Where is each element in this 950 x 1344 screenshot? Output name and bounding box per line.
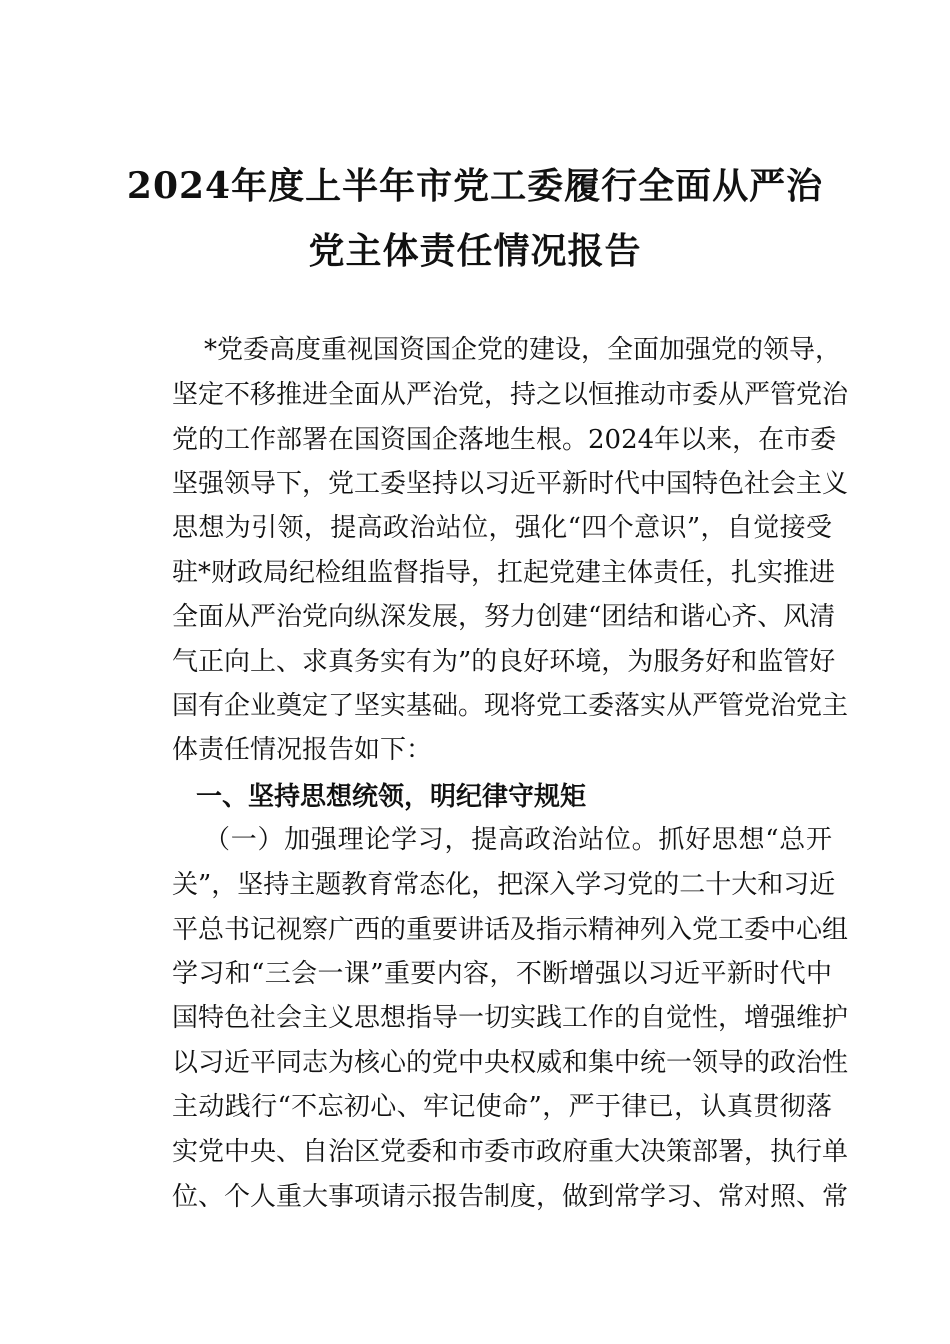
paragraph-line: 坚强领导下，党工委坚持以习近平新时代中国特色社会主义 <box>172 469 849 499</box>
document-title-line-1: 2024年度上半年市党工委履行全面从严治 <box>126 165 824 207</box>
paragraph-line: 坚定不移推进全面从严治党，持之以恒推动市委从严管党治 <box>172 380 849 410</box>
paragraph-line: （一）加强理论学习，提高政治站位。抓好思想“总开 <box>204 825 832 855</box>
paragraph-line: 实党中央、自治区党委和市委市政府重大决策部署，执行单 <box>172 1137 849 1167</box>
paragraph-line: 思想为引领，提高政治站位，强化“四个意识”，自觉接受 <box>172 513 832 543</box>
paragraph-line: 学习和“三会一课”重要内容，不断增强以习近平新时代中 <box>172 959 832 989</box>
section-heading: 一、坚持思想统领，明纪律守规矩 <box>196 782 587 812</box>
paragraph-line: 体责任情况报告如下： <box>172 735 433 765</box>
paragraph-line: 驻*财政局纪检组监督指导，扛起党建主体责任，扎实推进 <box>172 558 836 588</box>
document-title-line-2: 党主体责任情况报告 <box>308 230 642 272</box>
paragraph-line: 平总书记视察广西的重要讲话及指示精神列入党工委中心组 <box>172 915 849 945</box>
paragraph-line: 国特色社会主义思想指导一切实践工作的自觉性，增强维护 <box>172 1003 849 1033</box>
paragraph-line: *党委高度重视国资国企党的建设，全面加强党的领导， <box>204 335 842 365</box>
paragraph-line: 党的工作部署在国资国企落地生根。2024年以来，在市委 <box>172 425 837 455</box>
paragraph-line: 全面从严治党向纵深发展，努力创建“团结和谐心齐、风清 <box>172 602 836 632</box>
paragraph-line: 关”，坚持主题教育常态化，把深入学习党的二十大和习近 <box>172 870 836 900</box>
paragraph-line: 以习近平同志为核心的党中央权威和集中统一领导的政治性 <box>172 1048 849 1078</box>
paragraph-line: 气正向上、求真务实有为”的良好环境，为服务好和监管好 <box>172 647 836 677</box>
paragraph-line: 主动践行“不忘初心、牢记使命”，严于律已，认真贯彻落 <box>172 1092 832 1122</box>
paragraph-line: 国有企业奠定了坚实基础。现将党工委落实从严管党治党主 <box>172 691 849 721</box>
paragraph-line: 位、个人重大事项请示报告制度，做到常学习、常对照、常 <box>172 1182 849 1212</box>
